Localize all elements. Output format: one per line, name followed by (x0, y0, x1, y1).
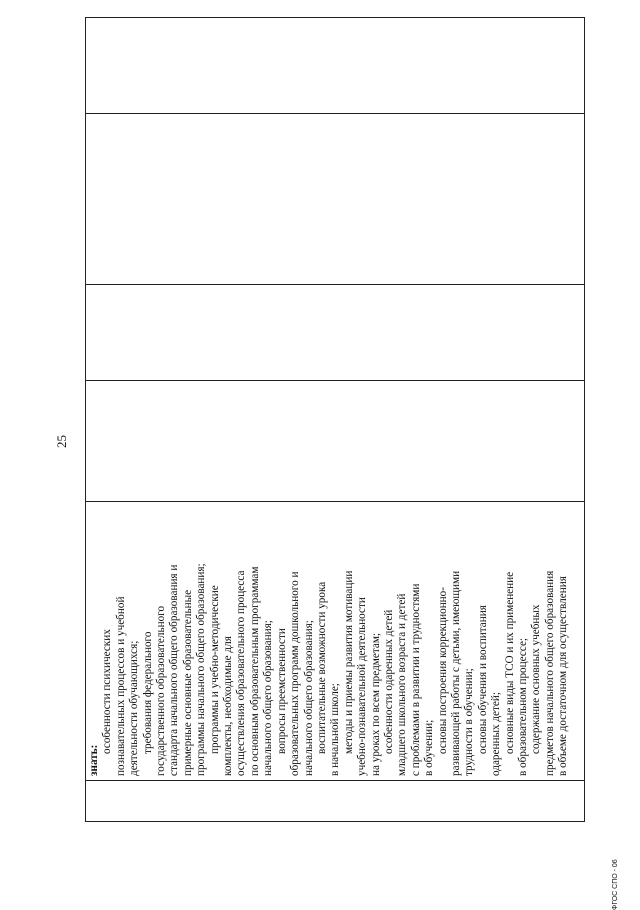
text-line: предметов начального общего образования (543, 570, 556, 776)
text-line: начального общего образования; (262, 620, 275, 776)
table-cell-index (86, 781, 585, 822)
text-line: познавательных процессов и учебной (114, 596, 127, 776)
table-cell-empty (86, 381, 585, 502)
text-line: деятельности обучающихся; (128, 640, 141, 776)
knowledge-text (88, 506, 571, 776)
text-line: по основным образовательным программам (248, 566, 261, 776)
text-line: основы обучения и воспитания (476, 605, 489, 754)
text-line: на уроках по всем предметам; (369, 632, 382, 776)
text-line: в объеме достаточном для осуществления (557, 576, 570, 776)
text-line: особенности психических (101, 629, 114, 754)
rotated-table (85, 32, 585, 822)
footer-label: ФГОС СПО - 06 (612, 859, 619, 910)
text-line: требования федерального (141, 631, 154, 754)
text-line: образовательных программ дошкольного и (289, 571, 302, 776)
text-line: младшего школьного возраста и детей (396, 593, 409, 776)
table-cell-empty (86, 285, 585, 381)
text-line: в образовательном процессе; (517, 637, 529, 776)
page-number: 25 (54, 435, 69, 448)
text-line: осуществления образовательного процесса (235, 570, 248, 776)
text-line: учебно-познавательной деятельности (356, 597, 369, 776)
text-line: вопросы преемственности (275, 628, 288, 754)
text-line: основы построения коррекционно- (436, 587, 449, 754)
text-line: с проблемами в развитии и трудностями (409, 583, 422, 776)
text-line: примерные основные образовательные (181, 589, 194, 776)
text-line: методы и приемы развития мотивации (342, 570, 355, 754)
text-line: программы и учебно-методические (208, 585, 221, 754)
text-line: в обучении; (423, 719, 436, 776)
competency-table (85, 17, 585, 822)
text-line: в начальной школе; (329, 683, 342, 776)
table-cell-empty (86, 114, 585, 285)
text-line: особенности одаренных детей (382, 609, 395, 754)
text-line: стандарта начального общего образования и (168, 564, 181, 776)
table-container (85, 32, 585, 822)
text-line: программы начального общего образования; (195, 563, 208, 776)
text-line: государственного образовательного (155, 605, 168, 776)
text-line: воспитательные возможности урока (315, 581, 328, 754)
text-line: основные виды ТСО и их применение (503, 571, 516, 754)
text-line: начального общего образования; (302, 620, 315, 776)
table-row (86, 18, 585, 822)
text-line: содержание основных учебных (530, 604, 543, 754)
text-line: трудности в обучении; (463, 668, 476, 776)
text-line: комплекты, необходимые для (222, 636, 235, 776)
text-line: развивающей работы с детьми, имеющими (449, 570, 462, 776)
table-cell-empty (86, 18, 585, 114)
text-line: знать: (88, 744, 100, 776)
text-line: одаренных детей; (490, 692, 503, 776)
table-cell-knowledge (86, 502, 585, 781)
